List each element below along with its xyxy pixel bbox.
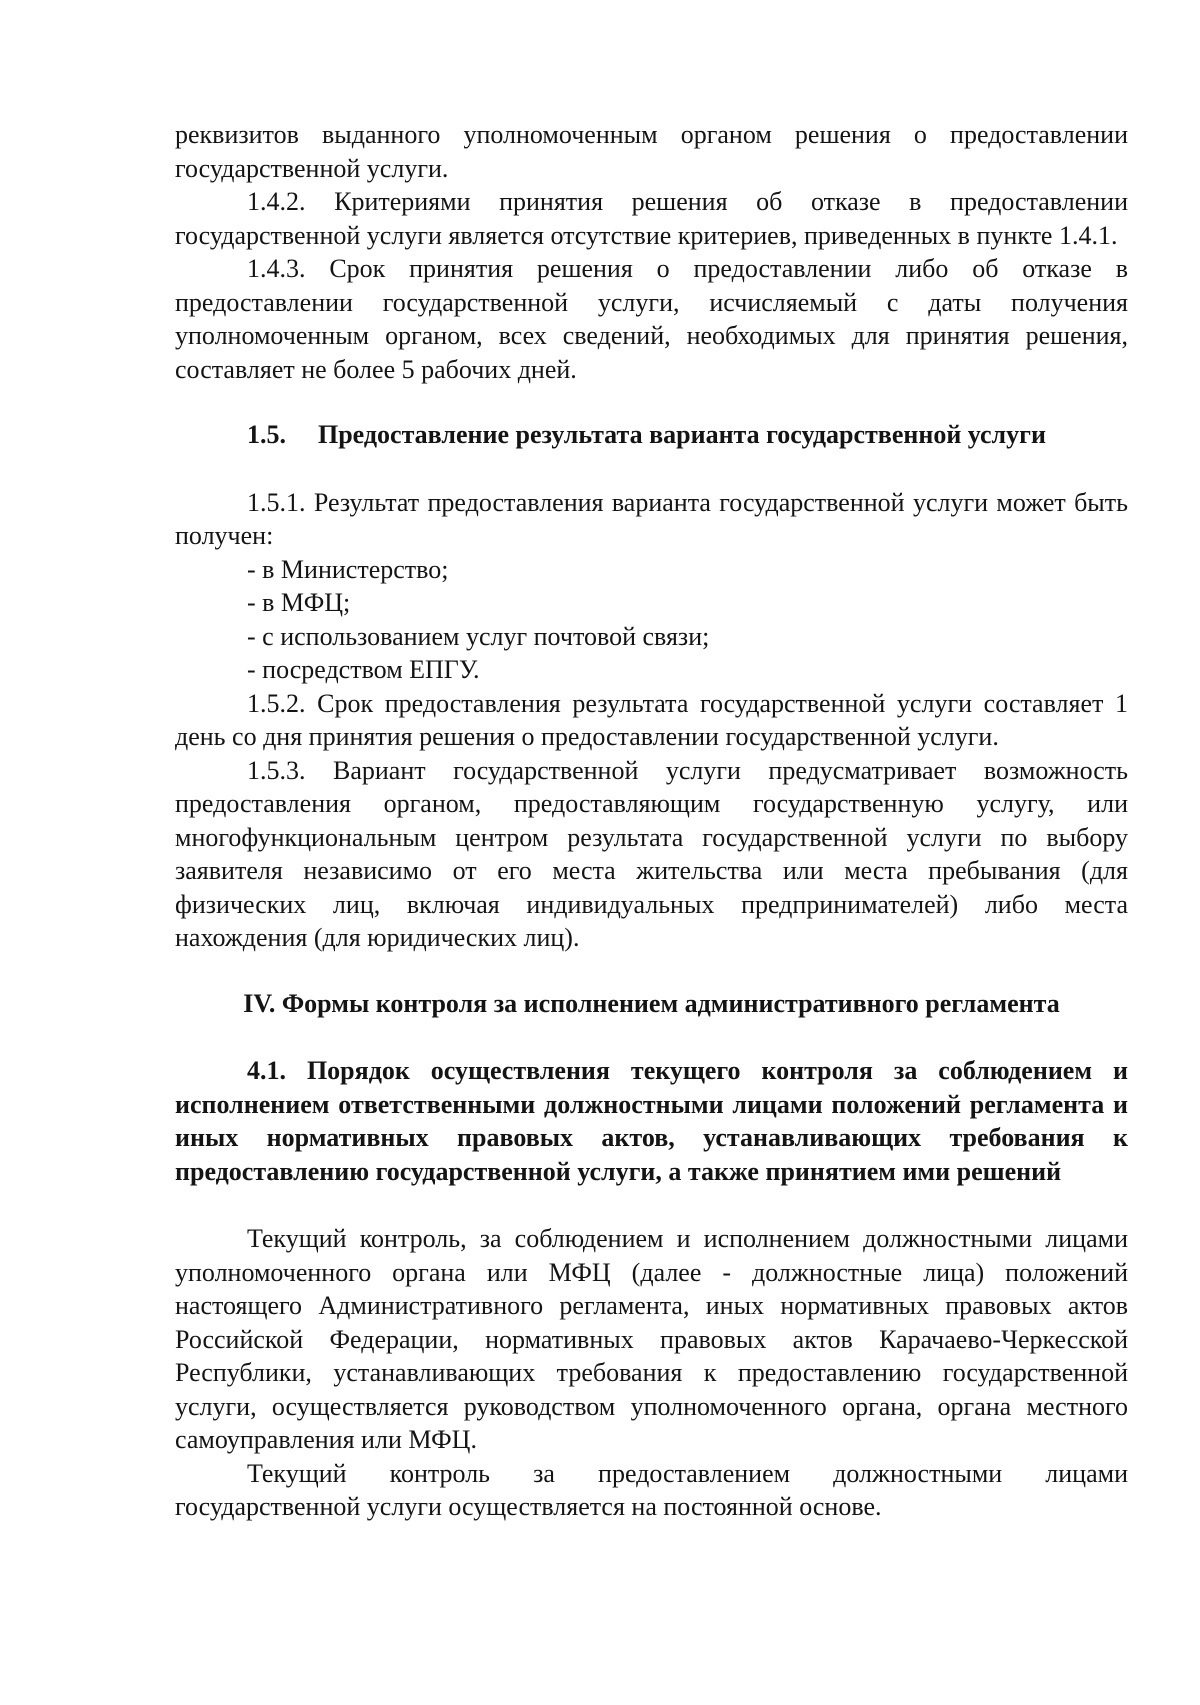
section-heading-4-1: 4.1. Порядок осуществления текущего контроля за соблюдением и исполнением ответственными должностными лицами положений регламента и иных нормативных правовых актов, устанавливающих требования к предоставлению государственной услуги, а также принятием ими решений: [175, 1056, 1128, 1186]
section-number-1-5: 1.5.: [247, 420, 286, 449]
list-item: - посредством ЕПГУ.: [247, 655, 480, 684]
section-title-1-5: Предоставление результата варианта государственной услуги: [318, 420, 1046, 449]
chapter-heading-iv: IV. Формы контроля за исполнением административного регламента: [243, 988, 1060, 1018]
paragraph-intro: реквизитов выданного уполномоченным органом решения о предоставлении государственной услуги.: [175, 120, 1128, 183]
list-item: - с использованием услуг почтовой связи;: [247, 621, 710, 651]
paragraph-1-5-3: 1.5.3. Вариант государственной услуги предусматривает возможность предоставления органом, предоставляющим государственную услугу, или многофункциональным центром результата государственной услуги по выбору заявителя независимо от его места жительства или места пребывания (для физических лиц, включая индивидуальных предпринимателей) либо места нахождения (для юридических лиц).: [175, 755, 1128, 952]
paragraph-1-4-3: 1.4.3. Срок принятия решения о предоставлении либо об отказе в предоставлении государственной услуги, исчисляемый с даты получения уполномоченным органом, всех сведений, необходимых для принятия решения, составляет не более 5 рабочих дней.: [175, 254, 1128, 384]
paragraph-1-5-2: 1.5.2. Срок предоставления результата государственной услуги составляет 1 день со дня принятия решения о предоставлении государственной услуги.: [175, 688, 1128, 751]
section-heading-1-5: [175, 418, 1128, 452]
paragraph-current-control: Текущий контроль, за соблюдением и исполнением должностными лицами уполномоченного органа или МФЦ (далее - должностные лица) положений настоящего Административного регламента, иных нормативных правовых актов Российской Федерации, нормативных правовых актов Карачаево-Черкесской Республики, устанавливающих требования к предоставлению государственной услуги, осуществляется руководством уполномоченного органа, органа местного самоуправления или МФЦ.: [175, 1224, 1128, 1454]
list-item: - в Министерство;: [247, 554, 449, 584]
paragraph-current-control-basis: Текущий контроль за предоставлением должностными лицами государственной услуги осуществляется на постоянной основе.: [175, 1458, 1128, 1521]
paragraph-1-4-2: 1.4.2. Критериями принятия решения об отказе в предоставлении государственной услуги является отсутствие критериев, приведенных в пункте 1.4.1.: [175, 187, 1128, 250]
paragraph-1-5-1: 1.5.1. Результат предоставления варианта государственной услуги может быть получен:: [175, 487, 1128, 550]
document-page: [175, 118, 1128, 1524]
list-item: - в МФЦ;: [247, 588, 351, 617]
